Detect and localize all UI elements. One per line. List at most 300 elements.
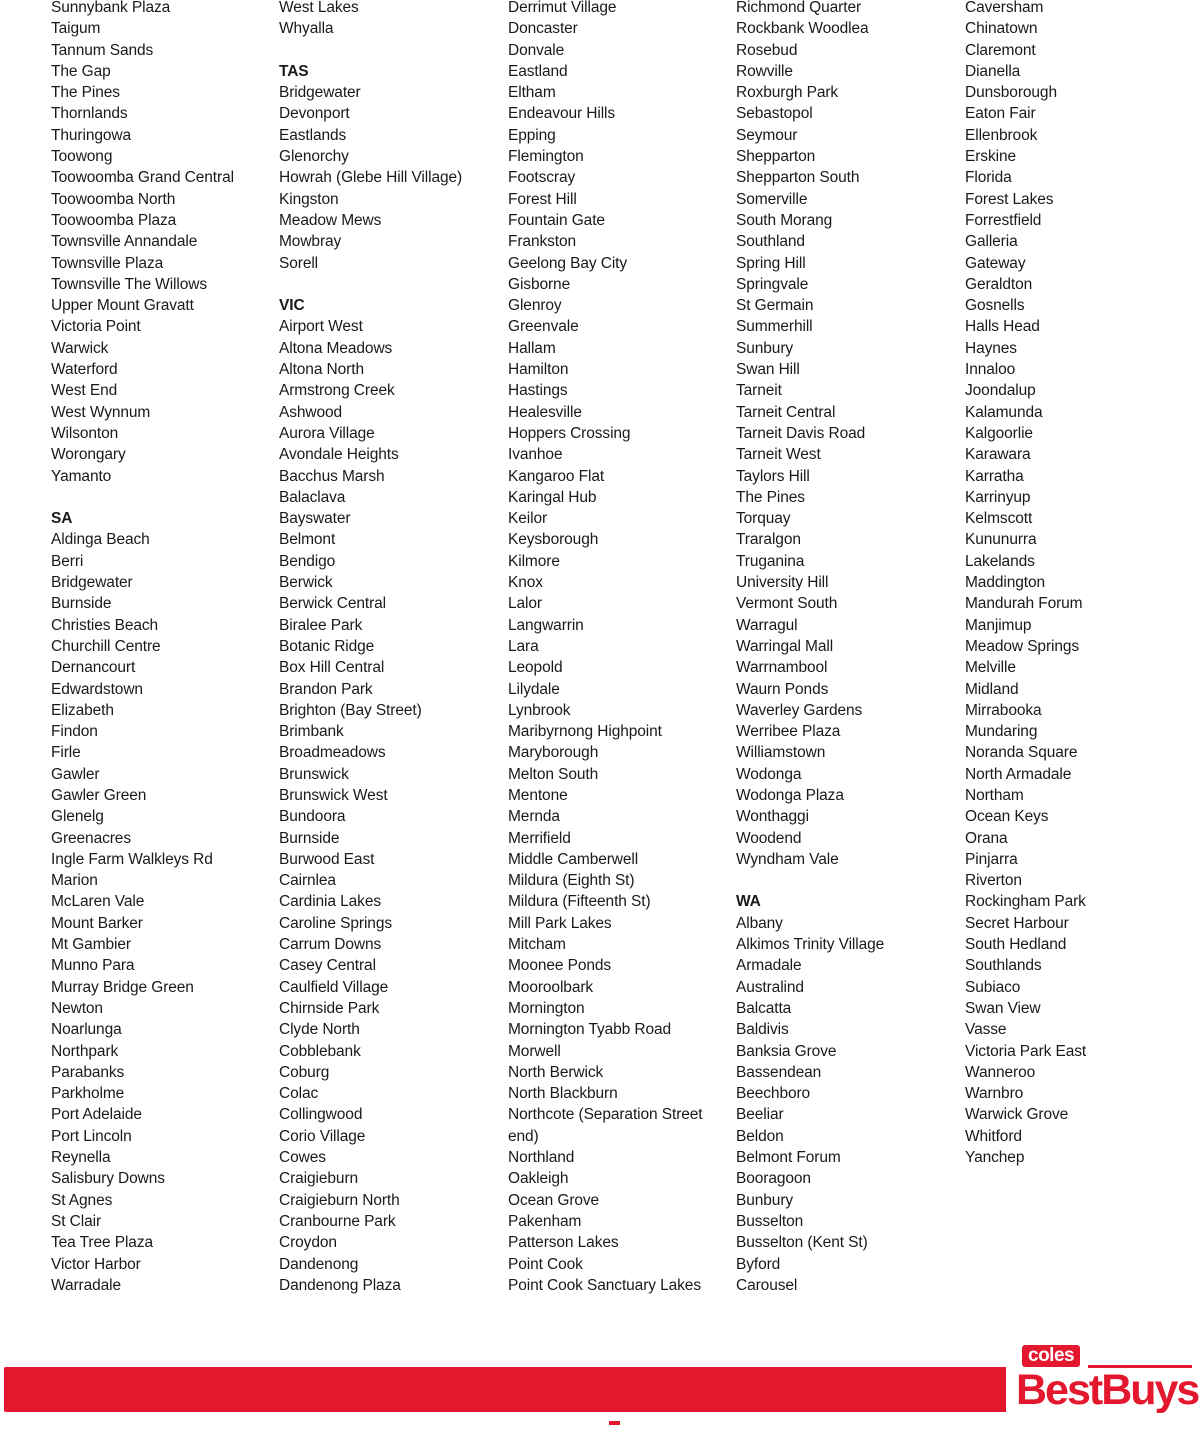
store-name: Brunswick West [279, 786, 388, 804]
store-name: Taylors Hill [736, 467, 810, 485]
store-name: Whitford [965, 1127, 1022, 1145]
store-name: Parkholme [51, 1085, 125, 1103]
store-name: Christies Beach [51, 616, 159, 634]
store-name: Noarlunga [51, 1021, 122, 1039]
store-name: Williamstown [736, 744, 826, 762]
store-name: Flemington [508, 148, 584, 166]
store-name: Balaclava [279, 488, 346, 506]
store-name: Endeavour Hills [508, 105, 616, 123]
store-name: Busselton (Kent St) [736, 1234, 868, 1252]
coles-bestbuys-logo [1006, 1343, 1199, 1418]
store-name: Tarneit [736, 382, 782, 400]
store-name: Shepparton [736, 148, 816, 166]
store-name: Fountain Gate [508, 211, 605, 229]
store-name: Secret Harbour [965, 914, 1069, 932]
store-name: Joondalup [965, 382, 1036, 400]
store-name: Riverton [965, 872, 1022, 890]
store-name: Wonthaggi [736, 808, 809, 826]
store-name: Richmond Quarter [736, 0, 862, 16]
store-name: Glenelg [51, 808, 104, 826]
store-name: Caulfield Village [279, 978, 389, 996]
store-name: Brighton (Bay Street) [279, 701, 422, 719]
store-name: Yamanto [51, 467, 112, 485]
store-name: Ocean Grove [508, 1191, 600, 1209]
store-name: Southlands [965, 957, 1042, 975]
store-name: end) [508, 1127, 539, 1145]
store-name: Pakenham [508, 1212, 582, 1230]
store-name: Mooroolbark [508, 978, 594, 996]
store-name: Tarneit Central [736, 403, 836, 421]
store-name: Chinatown [965, 20, 1038, 38]
store-name: Warrnambool [736, 659, 828, 677]
store-name: Victor Harbor [51, 1255, 141, 1273]
logo-bestbuys-wordmark: BestBuys [1016, 1366, 1199, 1414]
store-name: Bendigo [279, 552, 336, 570]
store-name: Merrifield [508, 829, 571, 847]
store-name: Geraldton [965, 275, 1033, 293]
store-name: Rosebud [736, 41, 798, 59]
store-name: Cardinia Lakes [279, 893, 381, 911]
store-name: Brunswick [279, 765, 349, 783]
store-name: Mandurah Forum [965, 595, 1083, 613]
store-name: Middle Camberwell [508, 850, 639, 868]
store-name: Claremont [965, 41, 1036, 59]
store-name: Glenorchy [279, 148, 349, 166]
store-name: Ingle Farm Walkleys Rd [51, 850, 213, 868]
store-name: Mentone [508, 786, 568, 804]
store-name: Vermont South [736, 595, 838, 613]
store-name: Eaton Fair [965, 105, 1036, 123]
state-heading: TAS [279, 62, 309, 80]
store-name: South Morang [736, 211, 833, 229]
store-name: Warringal Mall [736, 637, 834, 655]
store-name: Burnside [279, 829, 340, 847]
store-name: Knox [508, 574, 543, 592]
store-name: Maribyrnong Highpoint [508, 723, 662, 741]
store-name: Booragoon [736, 1170, 811, 1188]
store-name: Busselton [736, 1212, 804, 1230]
store-name: Banksia Grove [736, 1042, 837, 1060]
store-column-4 [736, 0, 961, 1296]
store-name: Footscray [508, 169, 576, 187]
store-name: Sebastopol [736, 105, 813, 123]
store-name: Kangaroo Flat [508, 467, 605, 485]
store-name: Gosnells [965, 297, 1025, 315]
store-name: Sunnybank Plaza [51, 0, 171, 16]
store-name: Warradale [51, 1276, 122, 1294]
store-name: Belmont [279, 531, 336, 549]
store-name: Carousel [736, 1276, 798, 1294]
store-name: Cobblebank [279, 1042, 361, 1060]
store-name: Tannum Sands [51, 41, 154, 59]
store-name: Beeliar [736, 1106, 784, 1124]
store-name: Summerhill [736, 318, 813, 336]
store-name: The Pines [51, 84, 120, 102]
store-name: Haynes [965, 339, 1017, 357]
footer-bar [4, 1367, 1014, 1412]
store-name: Townsville The Willows [51, 275, 208, 293]
store-name: Rockbank Woodlea [736, 20, 869, 38]
store-name: McLaren Vale [51, 893, 145, 911]
store-name: Brimbank [279, 723, 344, 741]
store-name: Victoria Point [51, 318, 141, 336]
store-name: Bacchus Marsh [279, 467, 385, 485]
store-name: Eastlands [279, 126, 347, 144]
store-name: Gawler [51, 765, 100, 783]
store-name: Kalamunda [965, 403, 1043, 421]
store-name: Hallam [508, 339, 556, 357]
store-name: Waterford [51, 361, 118, 379]
store-name: Caversham [965, 0, 1044, 16]
store-name: Coburg [279, 1063, 330, 1081]
store-name: South Hedland [965, 936, 1067, 954]
store-name: Orana [965, 829, 1008, 847]
store-name: Casey Central [279, 957, 376, 975]
store-name: Springvale [736, 275, 809, 293]
store-name: Churchill Centre [51, 637, 161, 655]
store-name: Hamilton [508, 361, 569, 379]
store-name: Toowoomba North [51, 190, 176, 208]
store-name: Toowoomba Plaza [51, 211, 177, 229]
store-name: Australind [736, 978, 804, 996]
store-name: West End [51, 382, 118, 400]
store-name: Caroline Springs [279, 914, 392, 932]
store-name: Point Cook Sanctuary Lakes [508, 1276, 701, 1294]
store-name: Wodonga [736, 765, 802, 783]
store-name: Karingal Hub [508, 488, 597, 506]
store-name: Toowong [51, 148, 113, 166]
state-heading: WA [736, 893, 761, 911]
store-name: Spring Hill [736, 254, 806, 272]
store-name: Toowoomba Grand Central [51, 169, 234, 187]
store-name: Waurn Ponds [736, 680, 829, 698]
store-name: Altona Meadows [279, 339, 393, 357]
store-name: Mitcham [508, 936, 566, 954]
store-name: Mildura (Fifteenth St) [508, 893, 651, 911]
state-heading: VIC [279, 297, 305, 315]
store-name: St Germain [736, 297, 814, 315]
store-name: Rockingham Park [965, 893, 1086, 911]
store-name: Lakelands [965, 552, 1035, 570]
store-name: Frankston [508, 233, 577, 251]
store-name: Mildura (Eighth St) [508, 872, 635, 890]
store-name: Karrinyup [965, 488, 1031, 506]
store-name: Southland [736, 233, 805, 251]
store-name: Box Hill Central [279, 659, 385, 677]
logo-coles-badge: coles [1022, 1345, 1080, 1367]
store-name: Baldivis [736, 1021, 789, 1039]
store-name: Warwick [51, 339, 109, 357]
store-name: Swan View [965, 999, 1041, 1017]
store-name: Airport West [279, 318, 363, 336]
store-name: Byford [736, 1255, 781, 1273]
store-name: Sunbury [736, 339, 794, 357]
store-name: Vasse [965, 1021, 1007, 1039]
store-name: North Berwick [508, 1063, 604, 1081]
store-name: Roxburgh Park [736, 84, 839, 102]
store-name: Findon [51, 723, 98, 741]
store-name: Alkimos Trinity Village [736, 936, 885, 954]
spacer [279, 40, 504, 61]
store-name: Beldon [736, 1127, 784, 1145]
store-name: Victoria Park East [965, 1042, 1087, 1060]
store-name: Melton South [508, 765, 599, 783]
store-name: Mount Barker [51, 914, 143, 932]
store-name: Botanic Ridge [279, 637, 375, 655]
store-column-1 [51, 0, 276, 1296]
store-name: Lilydale [508, 680, 560, 698]
store-name: Beechboro [736, 1085, 811, 1103]
store-name: Meadow Mews [279, 211, 382, 229]
store-name: Mornington Tyabb Road [508, 1021, 672, 1039]
store-name: Howrah (Glebe Hill Village) [279, 169, 463, 187]
store-name: Mirrabooka [965, 701, 1042, 719]
store-name: Dunsborough [965, 84, 1057, 102]
store-name: Berwick [279, 574, 333, 592]
store-name: Belmont Forum [736, 1149, 841, 1167]
store-name: Elizabeth [51, 701, 114, 719]
store-name: Point Cook [508, 1255, 583, 1273]
store-name: Albany [736, 914, 783, 932]
store-name: Dandenong [279, 1255, 359, 1273]
store-name: West Lakes [279, 0, 359, 16]
store-name: Berri [51, 552, 84, 570]
store-name: Werribee Plaza [736, 723, 841, 741]
store-name: Halls Head [965, 318, 1040, 336]
store-name: Innaloo [965, 361, 1016, 379]
store-name: Burwood East [279, 850, 375, 868]
store-name: Mornington [508, 999, 585, 1017]
store-name: Carrum Downs [279, 936, 382, 954]
store-name: Forest Hill [508, 190, 577, 208]
store-name: Aurora Village [279, 424, 375, 442]
store-name: Galleria [965, 233, 1018, 251]
store-name: Warragul [736, 616, 798, 634]
store-name: Craigieburn [279, 1170, 359, 1188]
store-name: Kilmore [508, 552, 560, 570]
store-name: Murray Bridge Green [51, 978, 194, 996]
store-name: Taigum [51, 20, 101, 38]
store-name: Kelmscott [965, 510, 1033, 528]
store-name: Mill Park Lakes [508, 914, 612, 932]
store-name: Firle [51, 744, 81, 762]
store-name: Mt Gambier [51, 936, 131, 954]
store-name: Worongary [51, 446, 126, 464]
store-name: Colac [279, 1085, 319, 1103]
store-name: Noranda Square [965, 744, 1078, 762]
store-name: Swan Hill [736, 361, 800, 379]
store-name: Upper Mount Gravatt [51, 297, 194, 315]
store-name: Geelong Bay City [508, 254, 628, 272]
store-name: Salisbury Downs [51, 1170, 165, 1188]
store-name: North Blackburn [508, 1085, 618, 1103]
store-name: Wyndham Vale [736, 850, 839, 868]
store-name: Morwell [508, 1042, 561, 1060]
store-name: Somerville [736, 190, 808, 208]
store-name: Marion [51, 872, 98, 890]
store-name: Bunbury [736, 1191, 794, 1209]
store-name: Waverley Gardens [736, 701, 863, 719]
store-name: Dernancourt [51, 659, 136, 677]
store-name: Lara [508, 637, 539, 655]
store-name: Chirnside Park [279, 999, 380, 1017]
store-name: Woodend [736, 829, 802, 847]
store-name: Croydon [279, 1234, 337, 1252]
store-name: Patterson Lakes [508, 1234, 619, 1252]
store-name: Port Adelaide [51, 1106, 142, 1124]
store-name: Brandon Park [279, 680, 373, 698]
store-name: Rowville [736, 62, 793, 80]
store-name: St Agnes [51, 1191, 113, 1209]
store-name: Langwarrin [508, 616, 584, 634]
store-name: Collingwood [279, 1106, 363, 1124]
store-name: Gawler Green [51, 786, 147, 804]
store-name: West Wynnum [51, 403, 151, 421]
store-name: University Hill [736, 574, 829, 592]
store-name: Northpark [51, 1042, 119, 1060]
store-name: Traralgon [736, 531, 801, 549]
store-name: Torquay [736, 510, 791, 528]
store-name: Bridgewater [51, 574, 133, 592]
store-name: Townsville Annandale [51, 233, 198, 251]
store-name: Devonport [279, 105, 350, 123]
store-name: Karawara [965, 446, 1031, 464]
store-name: Warnbro [965, 1085, 1024, 1103]
store-name: Townsville Plaza [51, 254, 164, 272]
store-name: Sorell [279, 254, 319, 272]
store-name: Kalgoorlie [965, 424, 1033, 442]
store-name: Eltham [508, 84, 556, 102]
store-name: Reynella [51, 1149, 111, 1167]
store-name: Keilor [508, 510, 548, 528]
store-name: Warwick Grove [965, 1106, 1069, 1124]
store-name: Tarneit West [736, 446, 821, 464]
store-name: Doncaster [508, 20, 578, 38]
store-name: Forest Lakes [965, 190, 1054, 208]
spacer [736, 870, 961, 891]
store-name: Shepparton South [736, 169, 860, 187]
store-name: Gateway [965, 254, 1026, 272]
store-name: Hastings [508, 382, 568, 400]
store-name: Kingston [279, 190, 339, 208]
store-name: Ivanhoe [508, 446, 563, 464]
store-name: Donvale [508, 41, 565, 59]
store-name: Thornlands [51, 105, 128, 123]
store-name: The Pines [736, 488, 805, 506]
store-name: Whyalla [279, 20, 334, 38]
store-name: Altona North [279, 361, 364, 379]
store-name: Ocean Keys [965, 808, 1049, 826]
store-name: Edwardstown [51, 680, 143, 698]
page-marker [609, 1421, 620, 1425]
store-name: Subiaco [965, 978, 1021, 996]
store-name: Armstrong Creek [279, 382, 395, 400]
spacer [279, 274, 504, 295]
store-name: Broadmeadows [279, 744, 386, 762]
store-name: Maddington [965, 574, 1046, 592]
store-name: Northland [508, 1149, 575, 1167]
store-name: The Gap [51, 62, 111, 80]
store-name: Derrimut Village [508, 0, 617, 16]
store-name: Wodonga Plaza [736, 786, 844, 804]
store-name: Newton [51, 999, 103, 1017]
store-name: Lynbrook [508, 701, 571, 719]
store-name: Munno Para [51, 957, 135, 975]
store-name: Greenacres [51, 829, 131, 847]
store-name: Maryborough [508, 744, 599, 762]
store-name: Burnside [51, 595, 112, 613]
store-name: Ellenbrook [965, 126, 1038, 144]
store-name: Avondale Heights [279, 446, 399, 464]
store-name: Thuringowa [51, 126, 131, 144]
store-name: Dandenong Plaza [279, 1276, 401, 1294]
spacer [51, 487, 276, 508]
store-name: Epping [508, 126, 556, 144]
store-name: Northam [965, 786, 1024, 804]
store-name: Tarneit Davis Road [736, 424, 866, 442]
store-name: Craigieburn North [279, 1191, 400, 1209]
store-column-3 [508, 0, 733, 1296]
store-name: Clyde North [279, 1021, 360, 1039]
store-name: Erskine [965, 148, 1016, 166]
store-column-5 [965, 0, 1190, 1168]
store-name: Florida [965, 169, 1012, 187]
store-name: Parabanks [51, 1063, 125, 1081]
store-name: Tea Tree Plaza [51, 1234, 153, 1252]
store-name: Greenvale [508, 318, 579, 336]
store-name: Aldinga Beach [51, 531, 150, 549]
store-name: Berwick Central [279, 595, 387, 613]
store-name: Forrestfield [965, 211, 1042, 229]
store-name: Glenroy [508, 297, 562, 315]
store-name: Cairnlea [279, 872, 336, 890]
store-name: Mundaring [965, 723, 1038, 741]
store-name: Karratha [965, 467, 1024, 485]
store-name: Corio Village [279, 1127, 366, 1145]
store-name: Healesville [508, 403, 582, 421]
store-name: Meadow Springs [965, 637, 1080, 655]
store-name: Mowbray [279, 233, 342, 251]
store-column-2 [279, 0, 504, 1296]
store-name: Bundoora [279, 808, 346, 826]
store-name: Leopold [508, 659, 563, 677]
store-name: Bassendean [736, 1063, 822, 1081]
state-heading: SA [51, 510, 73, 528]
store-name: Cranbourne Park [279, 1212, 396, 1230]
store-name: Dianella [965, 62, 1021, 80]
store-name: Cowes [279, 1149, 326, 1167]
store-name: Port Lincoln [51, 1127, 132, 1145]
store-name: Bridgewater [279, 84, 361, 102]
store-name: St Clair [51, 1212, 102, 1230]
store-name: Biralee Park [279, 616, 363, 634]
store-name: Lalor [508, 595, 542, 613]
store-name: Gisborne [508, 275, 571, 293]
store-name: Midland [965, 680, 1019, 698]
store-name: Manjimup [965, 616, 1032, 634]
store-name: Oakleigh [508, 1170, 569, 1188]
store-name: Mernda [508, 808, 560, 826]
store-name: Bayswater [279, 510, 351, 528]
store-name: Hoppers Crossing [508, 424, 631, 442]
store-name: Northcote (Separation Street [508, 1106, 703, 1124]
store-name: Seymour [736, 126, 798, 144]
store-name: Melville [965, 659, 1016, 677]
store-name: Yanchep [965, 1149, 1025, 1167]
store-name: Wilsonton [51, 424, 119, 442]
store-name: Balcatta [736, 999, 792, 1017]
store-name: Keysborough [508, 531, 599, 549]
